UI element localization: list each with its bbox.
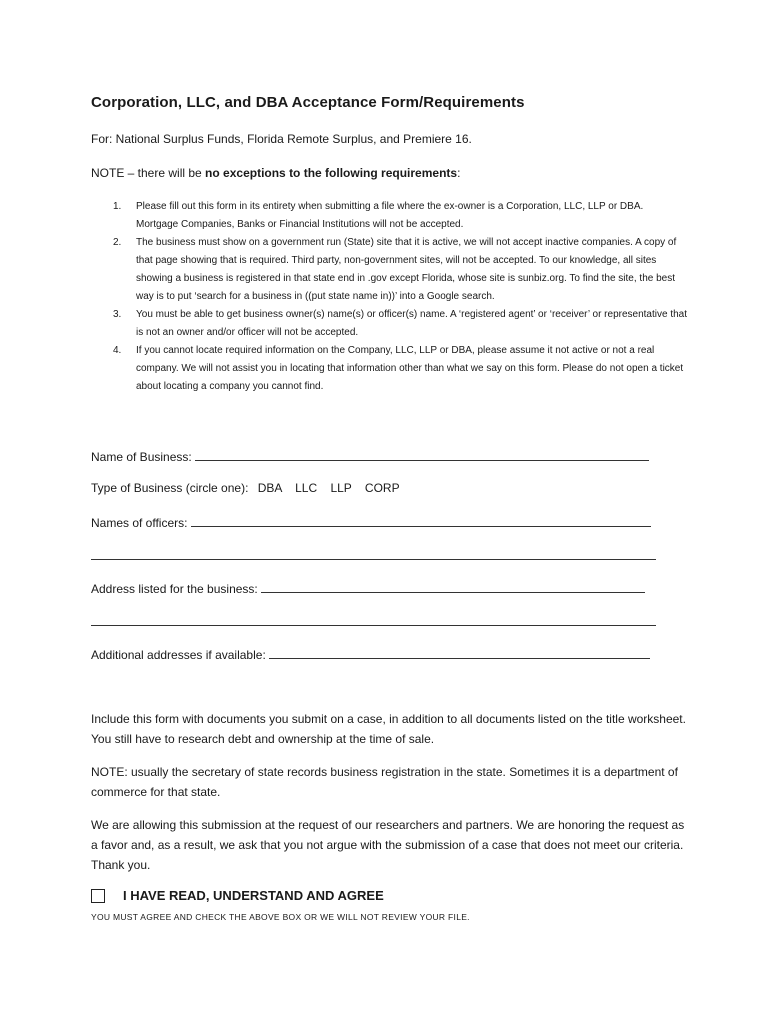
for-line: For: National Surplus Funds, Florida Remote Surplus, and Premiere 16. <box>91 132 472 146</box>
address-row <box>91 580 645 596</box>
requirement-number: 2. <box>113 237 122 248</box>
requirement-item <box>91 306 687 342</box>
allowing-paragraph: We are allowing this submission at the request of our researchers and partners. We are honoring the request as a favor and, as a result, we ask that you not argue with the submission of a case that does not meet our criteria. Thank you. <box>91 818 685 872</box>
address-field-2[interactable] <box>91 613 656 626</box>
additional-address-field[interactable] <box>269 646 650 659</box>
note-prefix: NOTE – there will be <box>91 166 206 180</box>
business-name-label: Name of Business: <box>91 450 192 464</box>
business-name-field[interactable] <box>195 448 649 461</box>
officers-field[interactable] <box>191 514 651 527</box>
requirement-item <box>91 234 687 306</box>
agree-label: I HAVE READ, UNDERSTAND AND AGREE <box>123 888 384 903</box>
note-suffix: : <box>457 166 461 180</box>
address-label: Address listed for the business: <box>91 582 258 596</box>
note-paragraph: NOTE: usually the secretary of state records business registration in the state. Sometimes it is a department of commerce for that state. <box>91 765 678 799</box>
note-bold: no exceptions to the following requirements <box>205 166 458 180</box>
requirement-text: Please fill out this form in its entirety when submitting a file where the ex-owner is a Corporation, LLC, LLP or DBA. Mortgage Companies, Banks or Financial Institutions will not be accepted. <box>136 201 644 230</box>
requirement-text: You must be able to get business owner(s) name(s) or officer(s) name. A ‘registered agent’ or ‘receiver’ or representative that is not an owner and/or officer will not be accepted. <box>136 309 688 338</box>
officers-row <box>91 514 651 530</box>
additional-address-row <box>91 646 650 662</box>
page-title: Corporation, LLC, and DBA Acceptance Form/Requirements <box>91 94 525 111</box>
requirement-item <box>91 342 687 396</box>
address-row-2 <box>91 613 656 629</box>
requirement-number: 3. <box>113 309 122 320</box>
officers-row-2 <box>91 547 656 563</box>
requirements-list <box>91 198 687 396</box>
requirement-text: The business must show on a government run (State) site that it is active, we will not accept inactive companies. A copy of that page showing that is required. Third party, non-government sites, will not be accepted. To our knowledge, all sites showing a business is registered in that state end in .gov except Florida, whose site is sunbiz.org. To find the site, the best way is to put ‘search for a business in ((put state name in))’ into a Google search. <box>136 237 677 302</box>
business-type-label: Type of Business (circle one): <box>91 481 249 495</box>
include-paragraph: Include this form with documents you submit on a case, in addition to all documents listed on the title worksheet. You still have to research debt and ownership at the time of sale. <box>91 712 686 746</box>
address-field[interactable] <box>261 580 645 593</box>
business-name-row <box>91 448 649 464</box>
requirement-text: If you cannot locate required information on the Company, LLC, LLP or DBA, please assume it not active or not a real company. We will not assist you in locating that information other than what we say on this form. Please do not open a ticket about locating a company you cannot find. <box>136 345 684 392</box>
agree-warning: YOU MUST AGREE AND CHECK THE ABOVE BOX OR WE WILL NOT REVIEW YOUR FILE. <box>91 912 470 922</box>
agree-checkbox[interactable] <box>91 889 105 903</box>
note-line <box>91 166 460 180</box>
officers-label: Names of officers: <box>91 516 188 530</box>
requirement-item <box>91 198 687 234</box>
additional-address-label: Additional addresses if available: <box>91 648 266 662</box>
requirement-number: 1. <box>113 201 122 212</box>
business-type-options[interactable]: DBA LLC LLP CORP <box>257 481 400 495</box>
officers-field-2[interactable] <box>91 547 656 560</box>
requirement-number: 4. <box>113 345 122 356</box>
agree-row <box>91 888 384 903</box>
business-type-row <box>91 481 400 495</box>
